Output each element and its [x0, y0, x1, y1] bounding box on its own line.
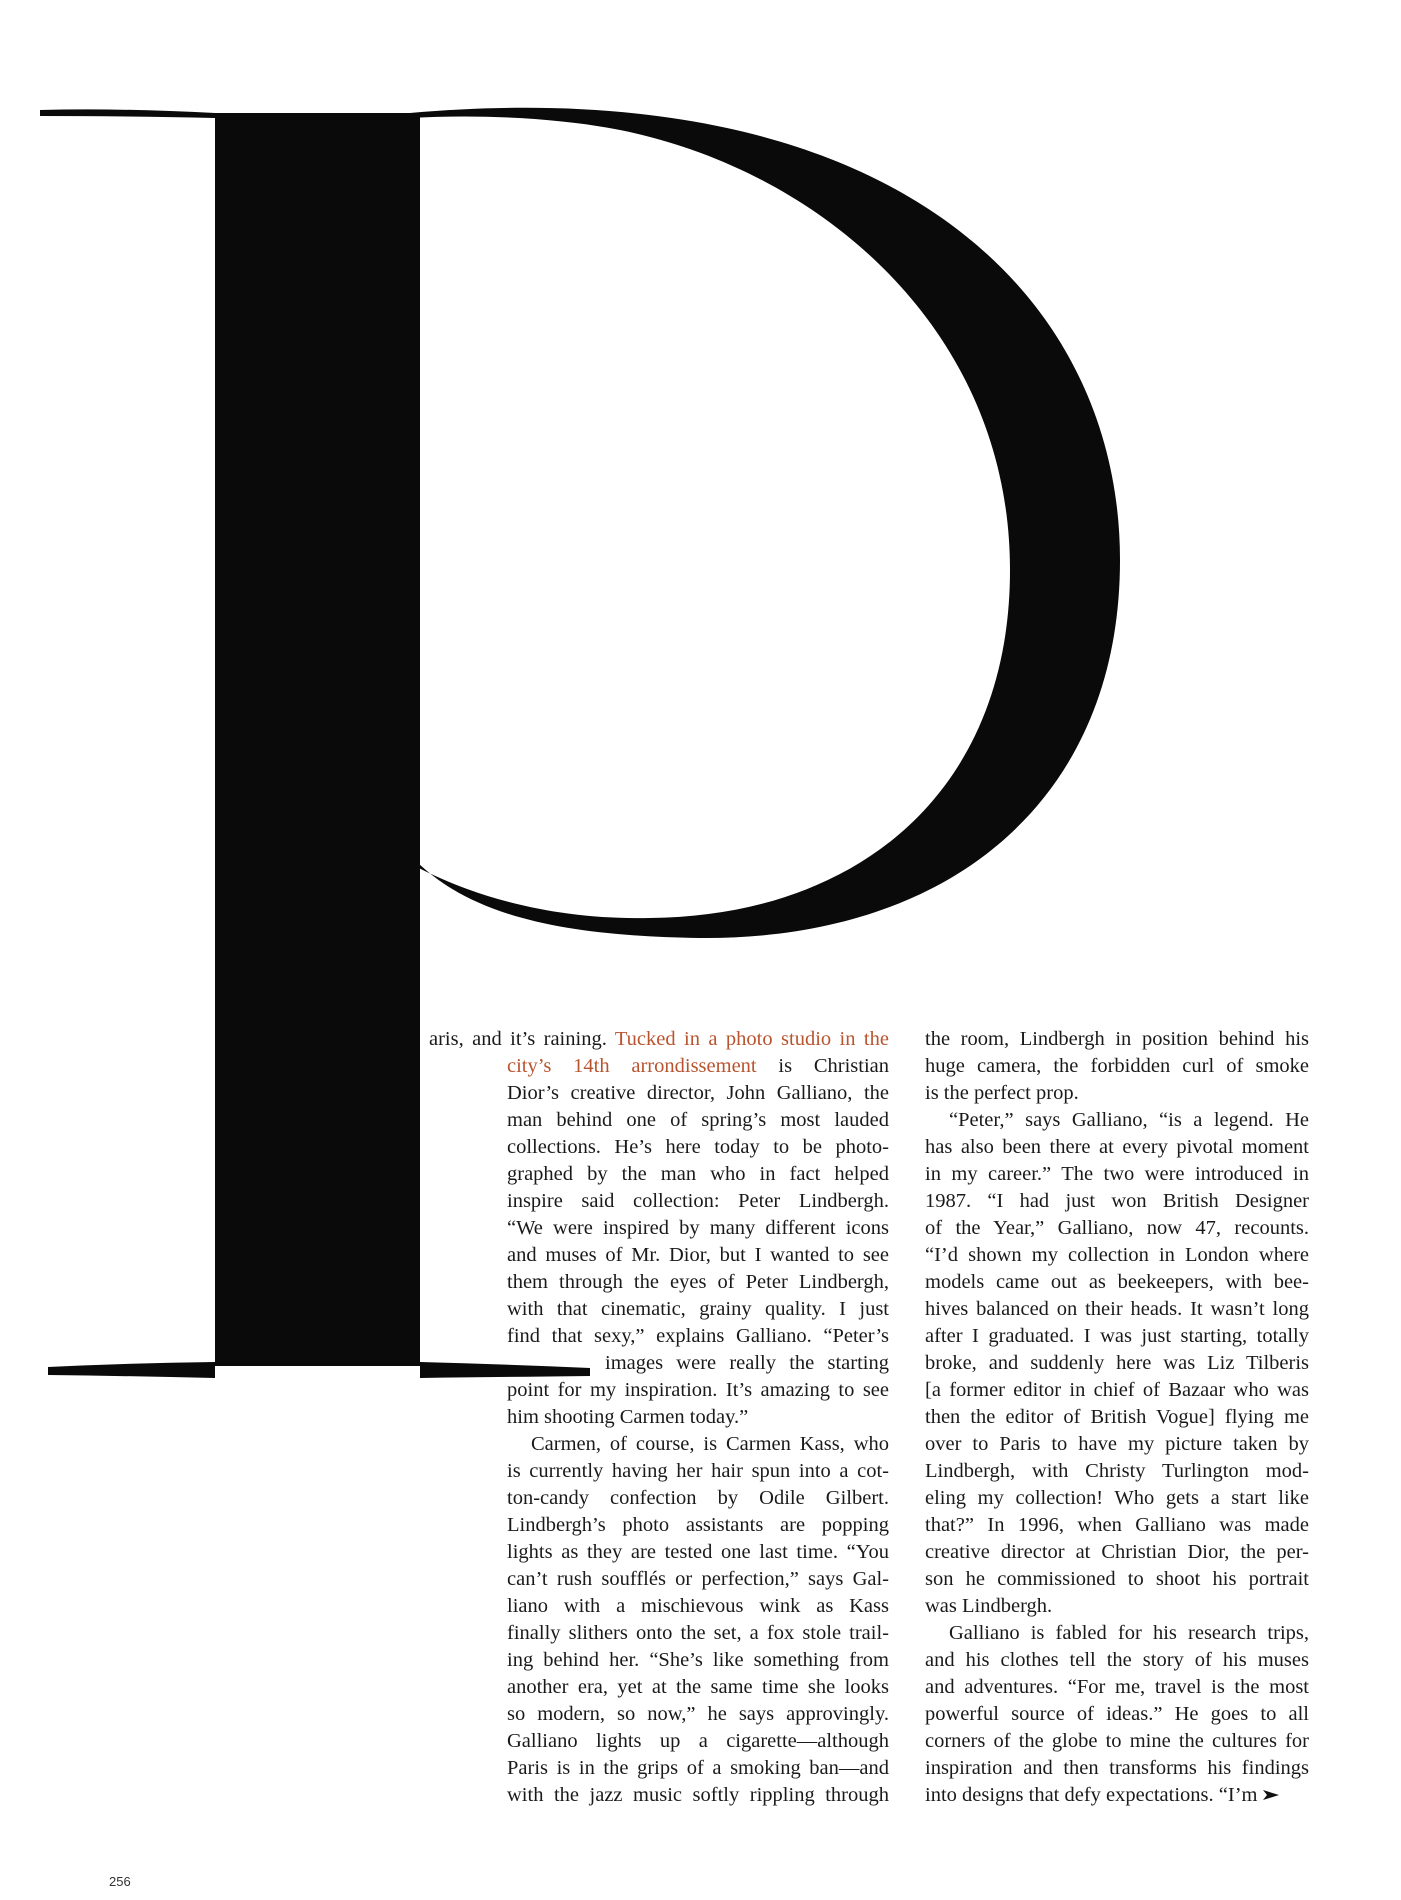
text-line: collections. He’s here today to be photo- — [507, 1136, 889, 1158]
text-line: Galliano lights up a cigarette—although — [507, 1730, 889, 1752]
text-line: lights as they are tested one last time. “You — [507, 1541, 889, 1563]
drop-cap-stem — [215, 113, 420, 1366]
text-line: inspiration and then transforms his findings — [925, 1757, 1309, 1779]
text-line: was Lindbergh. — [925, 1595, 1053, 1617]
text-line: has also been there at every pivotal moment — [925, 1136, 1309, 1158]
text-line: and muses of Mr. Dior, but I wanted to see — [507, 1244, 889, 1266]
text-line: eling my collection! Who gets a start like — [925, 1487, 1309, 1509]
text-line: over to Paris to have my picture taken by — [925, 1433, 1309, 1455]
article-column-2 — [925, 1026, 1309, 1809]
text-line: aris, and it’s raining. Tucked in a photo studio in the — [429, 1028, 889, 1050]
text-line: and adventures. “For me, travel is the most — [925, 1676, 1309, 1698]
text-line: man behind one of spring’s most lauded — [507, 1109, 889, 1131]
text-line: Lindbergh, with Christy Turlington mod- — [925, 1460, 1309, 1482]
text-line: that?” In 1996, when Galliano was made — [925, 1514, 1309, 1536]
text-line: models came out as beekeepers, with bee- — [925, 1271, 1309, 1293]
text-line: the room, Lindbergh in position behind his — [925, 1028, 1309, 1050]
text-line: in my career.” The two were introduced in — [925, 1163, 1309, 1185]
highlight-text: city’s 14th arrondissement — [507, 1055, 757, 1077]
text-line: after I graduated. I was just starting, totally — [925, 1325, 1309, 1347]
text-line: is currently having her hair spun into a cot- — [507, 1460, 889, 1482]
text-line: huge camera, the forbidden curl of smoke — [925, 1055, 1309, 1077]
text-line: ing behind her. “She’s like something from — [507, 1649, 889, 1671]
text-line: liano with a mischievous wink as Kass — [507, 1595, 889, 1617]
text-line: “Peter,” says Galliano, “is a legend. He — [949, 1109, 1309, 1131]
text-line: then the editor of British Vogue] flying me — [925, 1406, 1309, 1428]
text-line: “We were inspired by many different icons — [507, 1217, 889, 1239]
text-line: broke, and suddenly here was Liz Tilberis — [925, 1352, 1309, 1374]
text-line: so modern, so now,” he says approvingly. — [507, 1703, 889, 1725]
text-line: powerful source of ideas.” He goes to all — [925, 1703, 1309, 1725]
drop-cap-bottom-serif — [48, 1362, 215, 1378]
text-line: them through the eyes of Peter Lindbergh, — [507, 1271, 889, 1293]
text-line: Paris is in the grips of a smoking ban—and — [507, 1757, 889, 1779]
text-line: Carmen, of course, is Carmen Kass, who — [531, 1433, 889, 1455]
continued-arrow-icon — [1263, 1789, 1279, 1801]
text-line: of the Year,” Galliano, now 47, recounts. — [925, 1217, 1309, 1239]
text-line: with that cinematic, grainy quality. I just — [507, 1298, 889, 1320]
drop-cap-bowl — [410, 108, 1120, 938]
text-line: “I’d shown my collection in London where — [925, 1244, 1309, 1266]
text-line: graphed by the man who in fact helped — [507, 1163, 889, 1185]
text-line: 1987. “I had just won British Designer — [925, 1190, 1309, 1212]
text-line: images were really the starting — [605, 1352, 889, 1374]
text-line: Dior’s creative director, John Galliano, the — [507, 1082, 889, 1104]
text-line: inspire said collection: Peter Lindbergh. — [507, 1190, 889, 1212]
text-line: into designs that defy expectations. “I’m — [925, 1782, 1309, 1809]
text-line: ton-candy confection by Odile Gilbert. — [507, 1487, 889, 1509]
drop-cap-top-serif — [40, 109, 215, 118]
text-line: and his clothes tell the story of his muses — [925, 1649, 1309, 1671]
text-line: him shooting Carmen today.” — [507, 1406, 749, 1428]
text-line: is the perfect prop. — [925, 1082, 1079, 1104]
text-line: son he commissioned to shoot his portrait — [925, 1568, 1309, 1590]
text-line: corners of the globe to mine the cultures for — [925, 1730, 1309, 1752]
text-line: finally slithers onto the set, a fox stole trail- — [507, 1622, 889, 1644]
article-column-1 — [429, 1026, 889, 1809]
text-line: with the jazz music softly rippling through — [507, 1784, 889, 1806]
text-line: creative director at Christian Dior, the per- — [925, 1541, 1309, 1563]
text-line: point for my inspiration. It’s amazing to see — [507, 1379, 889, 1401]
text-line: Galliano is fabled for his research trips, — [949, 1622, 1309, 1644]
text-line: can’t rush soufflés or perfection,” says Gal- — [507, 1568, 889, 1590]
text-line: [a former editor in chief of Bazaar who was — [925, 1379, 1309, 1401]
highlight-text: Tucked in a photo studio in the — [614, 1028, 889, 1050]
text-line: city’s 14th arrondissement is Christian — [507, 1055, 889, 1077]
text-line: another era, yet at the same time she looks — [507, 1676, 889, 1698]
page-number: 256 — [109, 1874, 131, 1889]
text-line: hives balanced on their heads. It wasn’t long — [925, 1298, 1309, 1320]
text-line: find that sexy,” explains Galliano. “Peter’s — [507, 1325, 889, 1347]
text-line: Lindbergh’s photo assistants are popping — [507, 1514, 889, 1536]
